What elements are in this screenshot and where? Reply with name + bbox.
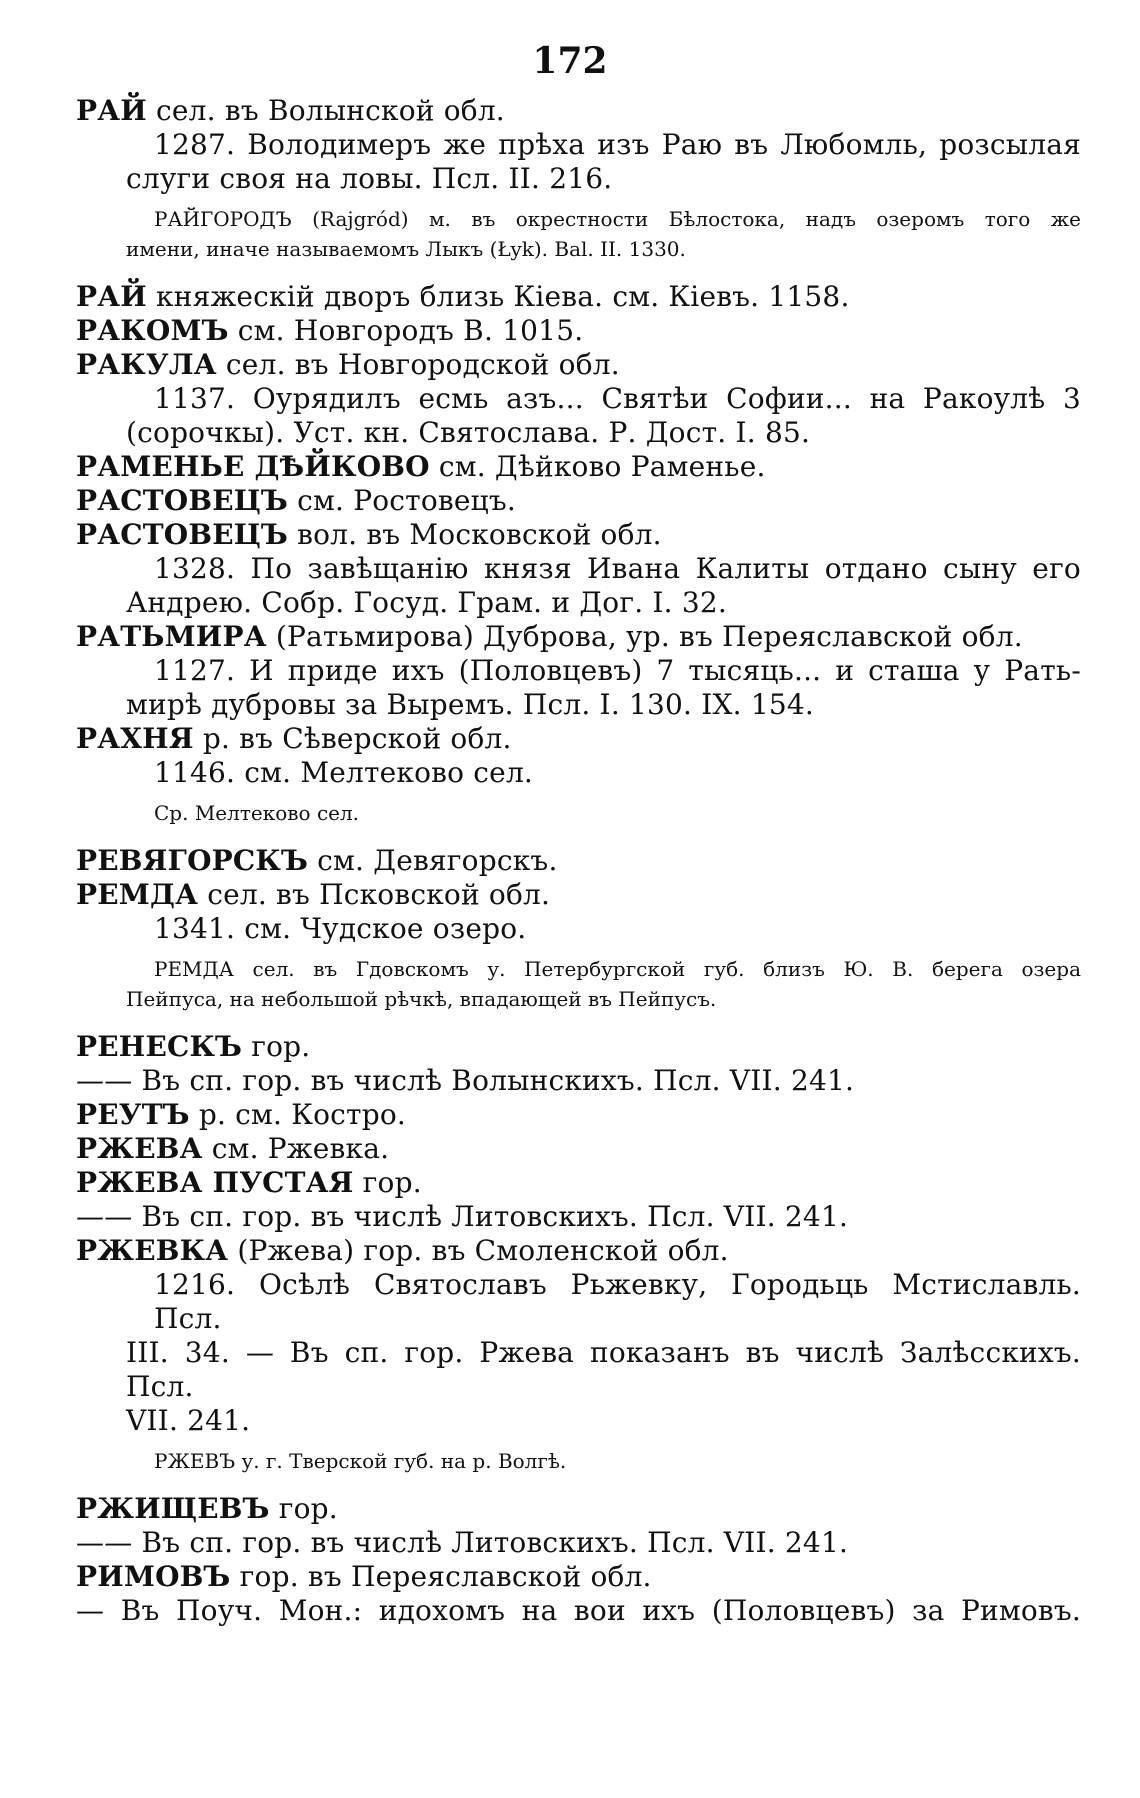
entry-line: РАСТОВЕЦЪ вол. въ Московской обл.: [76, 518, 662, 551]
entry-text: 1146. см. Мелтеково сел.: [154, 756, 534, 789]
headword: РЕВЯГОРСКЪ: [76, 844, 309, 877]
entry-text: мирѣ дубровы за Выремъ. Псл. I. 130. IX. 154.: [126, 688, 814, 721]
entry-text: 1127. И приде ихъ (Половцевъ) 7 тысяць... и сташа у Рать-: [154, 654, 1081, 687]
entry-text: слуги своя на ловы. Псл. II. 216.: [126, 162, 613, 195]
headword: РАСТОВЕЦЪ: [76, 484, 289, 517]
entry-line: РАЙ княжескій дворъ близь Кіева. см. Кіевъ. 1158.: [76, 280, 850, 313]
headword: РАКОМЪ: [76, 314, 229, 347]
entry-text: 1341. см. Чудское озеро.: [154, 912, 527, 945]
headword: РЖЕВА ПУСТАЯ: [76, 1166, 354, 1199]
entry-line: РАСТОВЕЦЪ см. Ростовецъ.: [76, 484, 516, 517]
entry-line: РЖИЩЕВЪ гор.: [76, 1492, 338, 1525]
headword: РАТЬМИРА: [76, 620, 267, 653]
headword: РЖЕВКА: [76, 1234, 229, 1267]
entry-text: (сорочкы). Уст. кн. Святослава. Р. Дост. I. 85.: [126, 416, 811, 449]
footnote-text: РАЙГОРОДЪ (Rajgród) м. въ окрестности Бѣлостока, надъ озеромъ того же: [154, 207, 1081, 231]
headword: РАКУЛА: [76, 348, 217, 381]
entry-text: III. 34. — Въ сп. гор. Ржева показанъ въ числѣ Залѣсскихъ. Псл.: [126, 1336, 1081, 1403]
footnote-text: Ср. Мелтеково сел.: [154, 801, 360, 825]
footnote-text: РЖЕВЪ у. г. Тверской губ. на р. Волгѣ.: [154, 1449, 567, 1473]
entry-line: РЕМДА сел. въ Псковской обл.: [76, 878, 551, 911]
entry-text: 1137. Оурядилъ есмь азъ... Святѣи Софии... на Ракоулѣ 3: [154, 382, 1081, 415]
headword: РАХНЯ: [76, 722, 194, 755]
entry-text: —— Въ сп. гор. въ числѣ Литовскихъ. Псл. VII. 241.: [76, 1526, 849, 1559]
headword: РАСТОВЕЦЪ: [76, 518, 289, 551]
footnote-text: Пейпуса, на небольшой рѣчкѣ, впадающей въ Пейпусъ.: [126, 987, 717, 1011]
headword: РЖИЩЕВЪ: [76, 1492, 270, 1525]
entry-line: РЖЕВА ПУСТАЯ гор.: [76, 1166, 422, 1199]
entry-line: РЕУТЪ р. см. Костро.: [76, 1098, 407, 1131]
entry-line: РЕВЯГОРСКЪ см. Девягорскъ.: [76, 844, 558, 877]
headword: РЕУТЪ: [76, 1098, 190, 1131]
entry-text: Андрею. Собр. Госуд. Грам. и Дог. I. 32.: [126, 586, 728, 619]
headword: РЖЕВА: [76, 1132, 203, 1165]
headword: РАМЕНЬЕ ДѢЙКОВО: [76, 450, 430, 483]
entry-line: РАХНЯ р. въ Сѣверской обл.: [76, 722, 512, 755]
page-number: 172: [532, 40, 608, 82]
entry-text: 1328. По завѣщанію князя Ивана Калиты отдано сыну его: [154, 552, 1081, 585]
entry-text: VII. 241.: [126, 1404, 251, 1437]
entry-line: РАКУЛА сел. въ Новгородской обл.: [76, 348, 620, 381]
footnote-text: РЕМДА сел. въ Гдовскомъ у. Петербургской губ. близъ Ю. В. берега озера: [154, 957, 1081, 981]
entry-line: РЖЕВКА (Ржева) гор. въ Смоленской обл.: [76, 1234, 729, 1267]
entry-line: РАКОМЪ см. Новгородъ В. 1015.: [76, 314, 584, 347]
entry-line: РАМЕНЬЕ ДѢЙКОВО см. Дѣйково Раменье.: [76, 450, 766, 483]
headword: РИМОВЪ: [76, 1560, 231, 1593]
headword: РЕМДА: [76, 878, 199, 911]
entry-text: —— Въ сп. гор. въ числѣ Литовскихъ. Псл. VII. 241.: [76, 1200, 849, 1233]
entry-line: РАТЬМИРА (Ратьмирова) Дуброва, ур. въ Переяславской обл.: [76, 620, 1023, 653]
footnote-text: имени, иначе называемомъ Лыкъ (Łyk). Bal. II. 1330.: [126, 237, 686, 261]
entry-text: — Въ Поуч. Мон.: идохомъ на вои ихъ (Половцевъ) за Римовъ.: [76, 1594, 1081, 1627]
entry-line: РЖЕВА см. Ржевка.: [76, 1132, 390, 1165]
headword: РЕНЕСКЪ: [76, 1030, 243, 1063]
entry-text: 1216. Осѣлѣ Святославъ Рьжевку, Городьць Мстиславль. Псл.: [154, 1268, 1081, 1335]
entry-line: РАЙ сел. въ Волынской обл.: [76, 94, 505, 127]
entry-line: РЕНЕСКЪ гор.: [76, 1030, 311, 1063]
entry-text: 1287. Володимеръ же прѣха изъ Раю въ Любомль, розсылая: [154, 128, 1081, 161]
entry-line: РИМОВЪ гор. въ Переяславской обл.: [76, 1560, 652, 1593]
headword: РАЙ: [76, 280, 147, 313]
entry-text: —— Въ сп. гор. въ числѣ Волынскихъ. Псл. VII. 241.: [76, 1064, 855, 1097]
dictionary-entries: [76, 94, 1081, 1628]
headword: РАЙ: [76, 94, 147, 127]
